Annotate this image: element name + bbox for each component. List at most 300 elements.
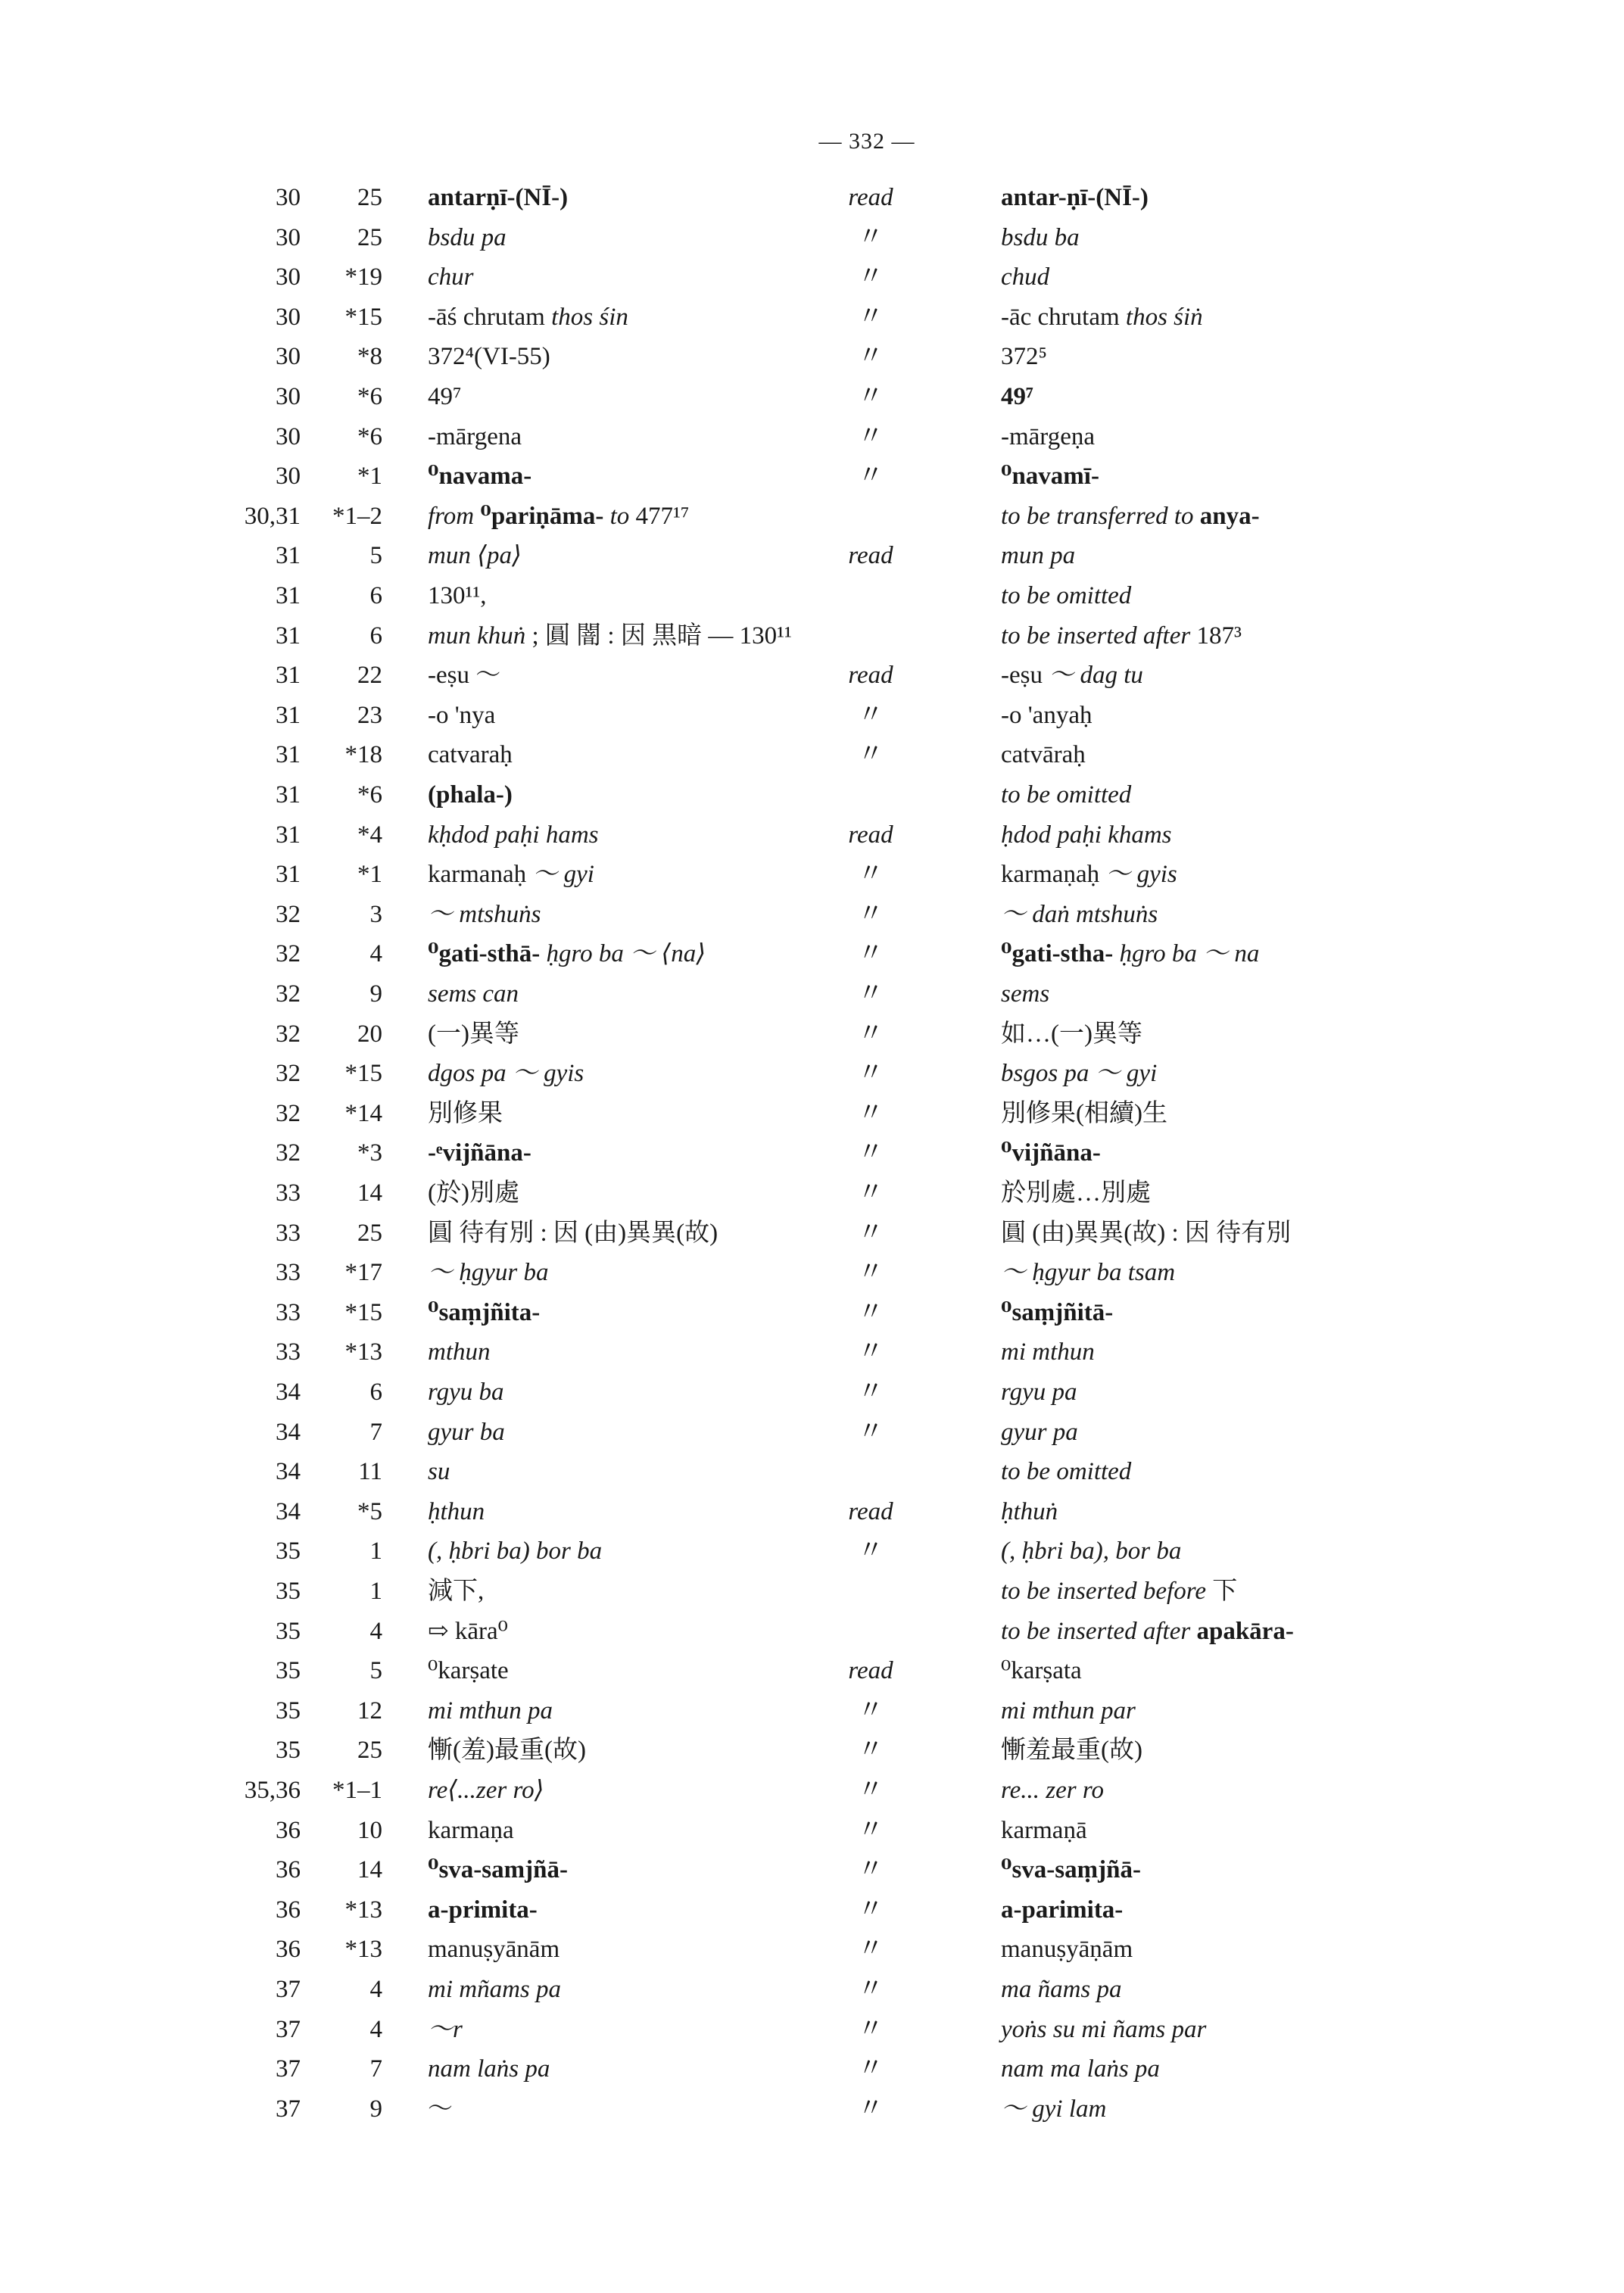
correct-text <box>1001 417 1095 456</box>
correct-segment: 於別處…別處 <box>1001 1179 1151 1207</box>
correct-segment: 慚羞最重(故) <box>1001 1737 1142 1765</box>
errata-row <box>0 1492 1624 1531</box>
correct-segment: bsdu ba <box>1001 223 1080 251</box>
wrong-segment: ⁰sva-samjñā- <box>428 1856 568 1884</box>
page-ref: 33 <box>276 1338 301 1366</box>
correct-text <box>1001 337 1047 376</box>
errata-row <box>0 178 1624 217</box>
wrong-segment: mun khuṅ <box>428 622 526 650</box>
wrong-segment: ḥgro ba ～ ⟨na⟩ <box>540 940 706 968</box>
ditto-mark: 〃 <box>858 1298 884 1326</box>
line-ref: 23 <box>357 701 382 729</box>
correct-text <box>1001 536 1075 575</box>
errata-row <box>0 2010 1624 2049</box>
wrong-segment: 減下, <box>428 1578 485 1605</box>
read-label: read <box>848 662 893 690</box>
correct-text <box>1001 855 1177 894</box>
ditto-mark: 〃 <box>858 939 884 968</box>
page-ref: 33 <box>276 1298 301 1326</box>
wrong-segment: ⁰saṃjñita- <box>428 1298 541 1326</box>
errata-row <box>0 1531 1624 1571</box>
errata-row <box>0 497 1624 536</box>
correct-segment: catvāraḥ <box>1001 741 1086 769</box>
line-ref: *1 <box>357 463 382 491</box>
correct-segment: ～ gyis <box>1105 861 1177 889</box>
page-ref: 37 <box>276 2095 301 2123</box>
wrong-text <box>428 456 531 496</box>
ditto-mark: 〃 <box>858 223 884 251</box>
correct-segment: mi mthun par <box>1001 1696 1136 1724</box>
correct-text <box>1001 1372 1077 1412</box>
line-ref: *15 <box>344 1060 382 1088</box>
wrong-segment: antarṇī-(NĪ-) <box>428 184 569 211</box>
errata-row <box>0 1850 1624 1890</box>
wrong-segment: mthun <box>428 1338 491 1366</box>
ditto-mark: 〃 <box>858 1696 884 1724</box>
line-ref: 10 <box>357 1816 382 1844</box>
page-ref: 30 <box>276 303 301 331</box>
page-ref: 35 <box>276 1537 301 1566</box>
page-ref: 33 <box>276 1259 301 1287</box>
correct-segment: ⁰navamī- <box>1001 463 1099 491</box>
errata-row <box>0 656 1624 695</box>
page-ref: 36 <box>276 1896 301 1924</box>
correct-segment: karmaṇā <box>1001 1816 1087 1844</box>
correct-text <box>1001 1014 1142 1054</box>
page-ref: 34 <box>276 1379 301 1406</box>
correct-text <box>1001 178 1149 217</box>
wrong-segment: re⟨...zer ro⟩ <box>428 1777 544 1804</box>
errata-row <box>0 576 1624 615</box>
page-ref: 30,31 <box>244 502 301 530</box>
page-ref: 34 <box>276 1458 301 1486</box>
line-ref: 4 <box>369 940 382 968</box>
read-label: read <box>848 184 893 211</box>
correct-segment: anya- <box>1199 502 1260 530</box>
correct-segment: to be omitted <box>1001 1458 1132 1486</box>
correct-segment: ⁰gati-stha- <box>1001 940 1114 968</box>
line-ref: *19 <box>344 263 382 291</box>
correct-segment: ⁰vijñāna- <box>1001 1139 1101 1167</box>
wrong-text <box>428 974 519 1014</box>
wrong-text <box>428 1054 584 1093</box>
correct-text <box>1001 1930 1133 1969</box>
wrong-text <box>428 218 507 257</box>
wrong-text <box>428 1452 450 1491</box>
errata-row <box>0 974 1624 1014</box>
ditto-mark: 〃 <box>858 1059 884 1088</box>
page-ref: 34 <box>276 1497 301 1525</box>
wrong-text <box>428 257 474 297</box>
correct-segment: ḥgro ba ～ na <box>1113 940 1260 968</box>
wrong-segment: mun ⟨pa⟩ <box>428 542 522 570</box>
page-ref: 36 <box>276 1936 301 1964</box>
correct-segment: karmaṇaḥ <box>1001 861 1106 889</box>
correct-segment: 別修果(相續)生 <box>1001 1099 1167 1127</box>
ditto-mark: 〃 <box>858 1179 884 1207</box>
wrong-text <box>428 2010 463 2049</box>
correct-segment: ～ dag tu <box>1049 662 1143 690</box>
correct-text <box>1001 1811 1087 1850</box>
wrong-text <box>428 1293 540 1332</box>
errata-row <box>0 218 1624 257</box>
ditto-mark: 〃 <box>858 2055 884 2083</box>
line-ref: 25 <box>357 223 382 251</box>
ditto-mark: 〃 <box>858 382 884 410</box>
page-ref: 32 <box>276 980 301 1008</box>
wrong-segment: ⁰gati-sthā- <box>428 940 541 968</box>
errata-row <box>0 815 1624 855</box>
line-ref: *8 <box>357 343 382 371</box>
page-ref: 31 <box>276 662 301 690</box>
correct-segment: to be inserted after <box>1001 622 1197 650</box>
wrong-text <box>428 2049 550 2089</box>
correct-segment: mun pa <box>1001 542 1076 570</box>
page-ref: 30 <box>276 223 301 251</box>
line-ref: 1 <box>369 1578 382 1605</box>
errata-row <box>0 377 1624 416</box>
line-ref: *13 <box>344 1936 382 1964</box>
wrong-text <box>428 1651 509 1690</box>
wrong-segment: rgyu ba <box>428 1379 504 1406</box>
ditto-mark: 〃 <box>858 980 884 1008</box>
correct-text <box>1001 497 1260 536</box>
correct-segment: ～ ḥgyur ba tsam <box>1001 1259 1176 1287</box>
errata-row <box>0 616 1624 656</box>
ditto-mark: 〃 <box>858 740 884 769</box>
wrong-text <box>428 1014 519 1054</box>
line-ref: *6 <box>357 781 382 808</box>
correct-segment: bsgos pa ～ gyi <box>1001 1060 1158 1088</box>
line-ref: *14 <box>344 1099 382 1127</box>
correct-segment: to be omitted <box>1001 582 1132 609</box>
page-ref: 31 <box>276 821 301 849</box>
correct-text <box>1001 1413 1078 1452</box>
errata-row <box>0 1452 1624 1491</box>
errata-row <box>0 1413 1624 1452</box>
ditto-mark: 〃 <box>858 462 884 491</box>
wrong-segment: chur <box>428 263 474 291</box>
wrong-text <box>428 1531 602 1571</box>
ditto-mark: 〃 <box>858 1338 884 1366</box>
errata-row <box>0 1173 1624 1213</box>
page-ref: 32 <box>276 900 301 928</box>
page-ref: 34 <box>276 1418 301 1446</box>
read-label: read <box>848 821 893 849</box>
line-ref: *13 <box>344 1896 382 1924</box>
page-ref: 33 <box>276 1179 301 1207</box>
wrong-segment: -mārgena <box>428 422 522 450</box>
wrong-text <box>428 2089 453 2129</box>
wrong-segment: ～ ḥgyur ba <box>428 1259 549 1287</box>
wrong-text <box>428 696 495 735</box>
correct-segment: 372⁵ <box>1001 343 1048 371</box>
errata-row <box>0 298 1624 337</box>
correct-text <box>1001 1452 1131 1491</box>
errata-row <box>0 1890 1624 1930</box>
line-ref: *3 <box>357 1139 382 1167</box>
line-ref: *15 <box>344 303 382 331</box>
ditto-mark: 〃 <box>858 1378 884 1406</box>
wrong-segment: a-primita- <box>428 1896 538 1924</box>
page-ref: 30 <box>276 463 301 491</box>
wrong-segment: ⁰navama- <box>428 463 532 491</box>
page-ref: 35,36 <box>244 1777 301 1804</box>
wrong-segment: thos śin <box>551 303 628 331</box>
errata-row <box>0 456 1624 496</box>
errata-row <box>0 1691 1624 1731</box>
errata-row <box>0 1133 1624 1173</box>
ditto-mark: 〃 <box>858 860 884 889</box>
correct-segment: 如…(一)異等 <box>1001 1020 1142 1048</box>
errata-row <box>0 895 1624 934</box>
correct-text <box>1001 1890 1123 1930</box>
correct-text <box>1001 775 1131 815</box>
errata-row <box>0 1372 1624 1412</box>
wrong-segment: ; 圓 闇 : 因 黒暗 — 130¹¹ <box>525 622 792 650</box>
page-ref: 35 <box>276 1737 301 1765</box>
correct-segment: ⁰karṣata <box>1001 1657 1082 1685</box>
wrong-segment: dgos pa ～ gyis <box>428 1060 584 1088</box>
correct-segment: antar-ṇī-(NĪ-) <box>1001 184 1149 211</box>
wrong-segment: 別修果 <box>428 1099 503 1127</box>
correct-text <box>1001 1133 1101 1173</box>
correct-segment: to be inserted after <box>1001 1617 1197 1645</box>
wrong-text <box>428 1691 553 1731</box>
wrong-segment: from <box>428 502 481 530</box>
page-ref: 32 <box>276 1099 301 1127</box>
line-ref: 4 <box>369 1976 382 2003</box>
wrong-text <box>428 815 599 855</box>
line-ref: *15 <box>344 1298 382 1326</box>
ditto-mark: 〃 <box>858 1019 884 1048</box>
line-ref: 9 <box>369 980 382 1008</box>
correct-text <box>1001 1173 1151 1213</box>
errata-row <box>0 855 1624 894</box>
wrong-text <box>428 1850 568 1890</box>
errata-row <box>0 1213 1624 1253</box>
wrong-text <box>428 1731 586 1770</box>
wrong-text <box>428 1930 560 1969</box>
wrong-text <box>428 616 792 656</box>
page-ref: 32 <box>276 1139 301 1167</box>
wrong-segment: 49⁷ <box>428 383 462 410</box>
errata-row <box>0 1253 1624 1292</box>
errata-row <box>0 1731 1624 1770</box>
errata-row <box>0 2089 1624 2129</box>
line-ref: 7 <box>369 1418 382 1446</box>
wrong-segment: (於)別處 <box>428 1179 519 1207</box>
wrong-text <box>428 855 594 894</box>
line-ref: 25 <box>357 1737 382 1765</box>
correct-text <box>1001 735 1086 774</box>
correct-segment: ～ daṅ mtshuṅs <box>1001 900 1158 928</box>
correct-segment: 圓 (由)異異(故) : 因 待有別 <box>1001 1219 1292 1247</box>
wrong-text <box>428 417 522 456</box>
errata-row <box>0 775 1624 815</box>
correct-segment: 187³ <box>1196 622 1242 650</box>
correct-text <box>1001 974 1049 1014</box>
line-ref: 14 <box>357 1179 382 1207</box>
page-ref: 31 <box>276 582 301 609</box>
correct-text <box>1001 1970 1122 2009</box>
page-ref: 35 <box>276 1578 301 1605</box>
page-ref: 32 <box>276 1060 301 1088</box>
wrong-text <box>428 1811 514 1850</box>
page-ref: 31 <box>276 701 301 729</box>
wrong-text <box>428 1572 484 1611</box>
wrong-text <box>428 735 513 774</box>
correct-segment: -āc chrutam <box>1001 303 1126 331</box>
errata-row <box>0 934 1624 974</box>
line-ref: *6 <box>357 383 382 410</box>
correct-segment: ḥthuṅ <box>1001 1497 1058 1525</box>
wrong-segment: -o 'nya <box>428 701 496 729</box>
wrong-text <box>428 178 568 217</box>
correct-segment: ⁰saṃjñitā- <box>1001 1298 1114 1326</box>
errata-row <box>0 536 1624 575</box>
errata-row <box>0 735 1624 774</box>
wrong-segment: (一)異等 <box>428 1020 519 1048</box>
line-ref: 4 <box>369 2015 382 2043</box>
ditto-mark: 〃 <box>858 1895 884 1924</box>
correct-text <box>1001 1651 1082 1690</box>
wrong-segment: 圓 待有別 : 因 (由)異異(故) <box>428 1219 718 1247</box>
correct-segment: chud <box>1001 263 1050 291</box>
wrong-segment: manuṣyānām <box>428 1936 560 1964</box>
wrong-text <box>428 497 689 536</box>
wrong-segment: su <box>428 1458 450 1486</box>
line-ref: *1–2 <box>332 502 382 530</box>
line-ref: 14 <box>357 1856 382 1884</box>
read-label: read <box>848 542 893 570</box>
correct-text <box>1001 1253 1175 1292</box>
correct-text <box>1001 2089 1106 2129</box>
wrong-segment: nam laṅs pa <box>428 2055 550 2083</box>
wrong-segment: mi mñams pa <box>428 1976 562 2003</box>
correct-segment: 49⁷ <box>1001 383 1033 410</box>
correct-text <box>1001 656 1143 695</box>
errata-row <box>0 1612 1624 1651</box>
page-ref: 36 <box>276 1856 301 1884</box>
read-label: read <box>848 1497 893 1525</box>
wrong-segment: -eṣu ～ <box>428 662 501 690</box>
wrong-text <box>428 895 541 934</box>
wrong-segment: 慚(羞)最重(故) <box>428 1737 586 1765</box>
wrong-text <box>428 337 550 376</box>
line-ref: *1 <box>357 861 382 889</box>
page-ref: 35 <box>276 1617 301 1645</box>
wrong-segment: to <box>603 502 636 530</box>
wrong-segment: -ᵉvijñāna- <box>428 1139 531 1167</box>
correct-text <box>1001 616 1242 656</box>
wrong-segment: ～ mtshuṅs <box>428 900 541 928</box>
wrong-text <box>428 298 628 337</box>
page-ref: 30 <box>276 422 301 450</box>
line-ref: 22 <box>357 662 382 690</box>
line-ref: *13 <box>344 1338 382 1366</box>
errata-row <box>0 1970 1624 2009</box>
page-ref: 35 <box>276 1657 301 1685</box>
errata-row <box>0 1811 1624 1850</box>
wrong-text <box>428 1253 549 1292</box>
line-ref: 11 <box>358 1458 382 1486</box>
wrong-text <box>428 1771 544 1810</box>
correct-segment: sems <box>1001 980 1050 1008</box>
wrong-text <box>428 1890 538 1930</box>
wrong-text <box>428 1213 718 1253</box>
errata-row <box>0 1771 1624 1810</box>
correct-segment: to be transferred to <box>1001 502 1200 530</box>
line-ref: 20 <box>357 1020 382 1048</box>
page-ref: 31 <box>276 542 301 570</box>
wrong-text <box>428 1413 505 1452</box>
correct-text <box>1001 576 1131 615</box>
wrong-text <box>428 1094 503 1133</box>
correct-text <box>1001 895 1158 934</box>
wrong-text <box>428 1133 531 1173</box>
wrong-text <box>428 377 462 416</box>
correct-text <box>1001 696 1092 735</box>
wrong-segment: bsdu pa <box>428 223 507 251</box>
correct-segment: gyur pa <box>1001 1418 1078 1446</box>
wrong-segment: kḥdod paḥi hams <box>428 821 599 849</box>
ditto-mark: 〃 <box>858 700 884 729</box>
correct-text <box>1001 1691 1136 1731</box>
page-ref: 35 <box>276 1696 301 1724</box>
correct-text <box>1001 298 1203 337</box>
wrong-segment: ⁰pariṇāma- <box>480 502 604 530</box>
correct-segment: ⁰sva-saṃjñā- <box>1001 1856 1141 1884</box>
ditto-mark: 〃 <box>858 1258 884 1287</box>
page-ref: 37 <box>276 2055 301 2083</box>
ditto-mark: 〃 <box>858 1218 884 1247</box>
wrong-segment: catvaraḥ <box>428 741 513 769</box>
correct-segment: nam ma laṅs pa <box>1001 2055 1160 2083</box>
wrong-segment: -āś chrutam <box>428 303 552 331</box>
wrong-text <box>428 1332 491 1372</box>
correct-segment: rgyu pa <box>1001 1379 1077 1406</box>
line-ref: 3 <box>369 900 382 928</box>
errata-row <box>0 337 1624 376</box>
page-ref: 32 <box>276 1020 301 1048</box>
errata-row <box>0 1094 1624 1133</box>
correct-text <box>1001 1612 1294 1651</box>
wrong-text <box>428 775 513 815</box>
correct-segment: (, ḥbri ba), bor ba <box>1001 1537 1182 1566</box>
errata-row <box>0 1332 1624 1372</box>
errata-row <box>0 1930 1624 1969</box>
wrong-segment: mi mthun pa <box>428 1696 553 1724</box>
wrong-text <box>428 934 706 974</box>
wrong-text <box>428 576 487 615</box>
line-ref: 1 <box>369 1537 382 1566</box>
ditto-mark: 〃 <box>858 2014 884 2043</box>
ditto-mark: 〃 <box>858 263 884 291</box>
correct-segment: to be inserted before <box>1001 1578 1213 1605</box>
correct-segment: -mārgeṇa <box>1001 422 1095 450</box>
ditto-mark: 〃 <box>858 899 884 928</box>
line-ref: 6 <box>369 582 382 609</box>
page-ref: 30 <box>276 383 301 410</box>
correct-text <box>1001 456 1099 496</box>
correct-text <box>1001 1054 1157 1093</box>
correct-segment: ～ gyi lam <box>1001 2095 1107 2123</box>
correct-text <box>1001 815 1172 855</box>
errata-row <box>0 1651 1624 1690</box>
page-ref: 31 <box>276 861 301 889</box>
ditto-mark: 〃 <box>858 422 884 450</box>
